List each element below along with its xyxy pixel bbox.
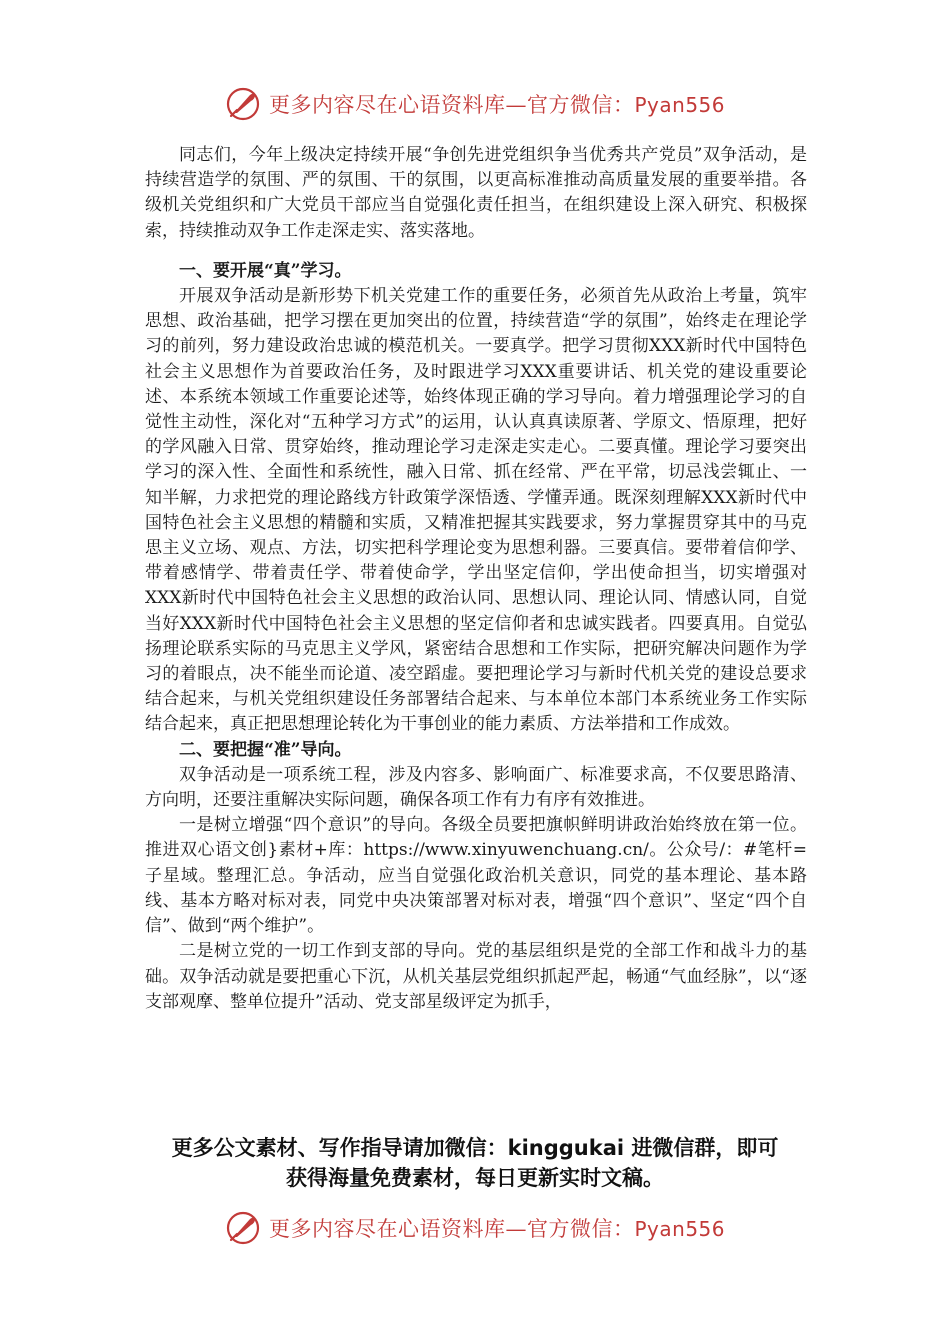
section-heading-2: 二、要把握“准”导向。 <box>179 739 352 760</box>
intro-paragraph: 同志们，今年上级决定持续开展“争创先进党组织争当优秀共产党员”双争活动，是持续营造学的氛围、严的氛围、干的氛围，以更高标准推动高质量发展的重要举措。各级机关党组织和广大党员干部应当自觉强化责任担当，在组织建设上深入研究、积极探索，持续推动双争工作走深走实、落实落地。 <box>145 145 807 241</box>
footer-line-1: 更多公文素材、写作指导请加微信：kinggukai 进微信群，即可 <box>171 1136 779 1160</box>
header-banner-text: 更多内容尽在心语资料库—官方微信：Pyan556 <box>268 93 725 117</box>
section-heading-1: 一、要开展“真”学习。 <box>179 260 352 281</box>
section-2-paragraph-3: 二是树立党的一切工作到支部的导向。党的基层组织是党的全部工作和战斗力的基础。双争活动就是要把重心下沉，从机关基层党组织抓起严起，畅通“气血经脉”，以“逐支部观摩、整单位提升”活动、党支部星级评定为抓手， <box>145 941 807 1012</box>
document-body <box>145 143 807 1015</box>
section-2-paragraph-2: 一是树立增强“四个意识”的导向。各级全员要把旗帜鲜明讲政治始终放在第一位。推进双心语文创}素材+库：https://www.xinyuwenchuang.cn/。公众号/：#笔杆=子星域。整理汇总。争活动，应当自觉强化政治机关意识，同党的基本理论、基本路线、基本方略对标对表，同党中央决策部署对标对表，增强“四个意识”、坚定“四个自信”、做到“两个维护”。 <box>145 815 807 937</box>
footer-call-to-action <box>100 1133 850 1193</box>
footer-banner <box>0 1206 950 1250</box>
header-banner <box>0 82 950 126</box>
footer-banner-text: 更多内容尽在心语资料库—官方微信：Pyan556 <box>268 1217 725 1241</box>
quill-logo-icon <box>225 1210 261 1246</box>
quill-logo-icon <box>225 86 261 122</box>
footer-line-2: 获得海量免费素材，每日更新实时文稿。 <box>286 1166 664 1190</box>
section-1-paragraph: 开展双争活动是新形势下机关党建工作的重要任务，必须首先从政治上考量，筑牢思想、政治基础，把学习摆在更加突出的位置，持续营造“学的氛围”，始终走在理论学习的前列，努力建设政治忠诚的模范机关。一要真学。把学习贯彻XXX新时代中国特色社会主义思想作为首要政治任务，及时跟进学习XXX重要讲话、机关党的建设重要论述、本系统本领域工作重要论述等，始终体现正确的学习导向。着力增强理论学习的自觉性主动性，深化对“五种学习方式”的运用，认认真真读原著、学原文、悟原理，把好的学风融入日常、贯穿始终，推动理论学习走深走实走心。二要真懂。理论学习要突出学习的深入性、全面性和系统性，融入日常、抓在经常、严在平常，切忌浅尝辄止、一知半解，力求把党的理论路线方针政策学深悟透、学懂弄通。既深刻理解XXX新时代中国特色社会主义思想的精髓和实质，又精准把握其实践要求，努力掌握贯穿其中的马克思主义立场、观点、方法，切实把科学理论变为思想利器。三要真信。要带着信仰学、带着感情学、带着责任学、带着使命学，学出坚定信仰，学出使命担当，切实增强对XXX新时代中国特色社会主义思想的政治认同、思想认同、理论认同、情感认同，自觉当好XXX新时代中国特色社会主义思想的坚定信仰者和忠诚实践者。四要真用。自觉弘扬理论联系实际的马克思主义学风，紧密结合思想和工作实际，把研究解决问题作为学习的着眼点，决不能坐而论道、凌空蹈虚。要把理论学习与新时代机关党的建设总要求结合起来，与机关党组织建设任务部署结合起来、与本单位本部门本系统业务工作实际结合起来，真正把思想理论转化为干事创业的能力素质、方法举措和工作成效。 <box>145 286 807 735</box>
section-2-paragraph-1: 双争活动是一项系统工程，涉及内容多、影响面广、标准要求高，不仅要思路清、方向明，还要注重解决实际问题，确保各项工作有力有序有效推进。 <box>145 764 807 811</box>
